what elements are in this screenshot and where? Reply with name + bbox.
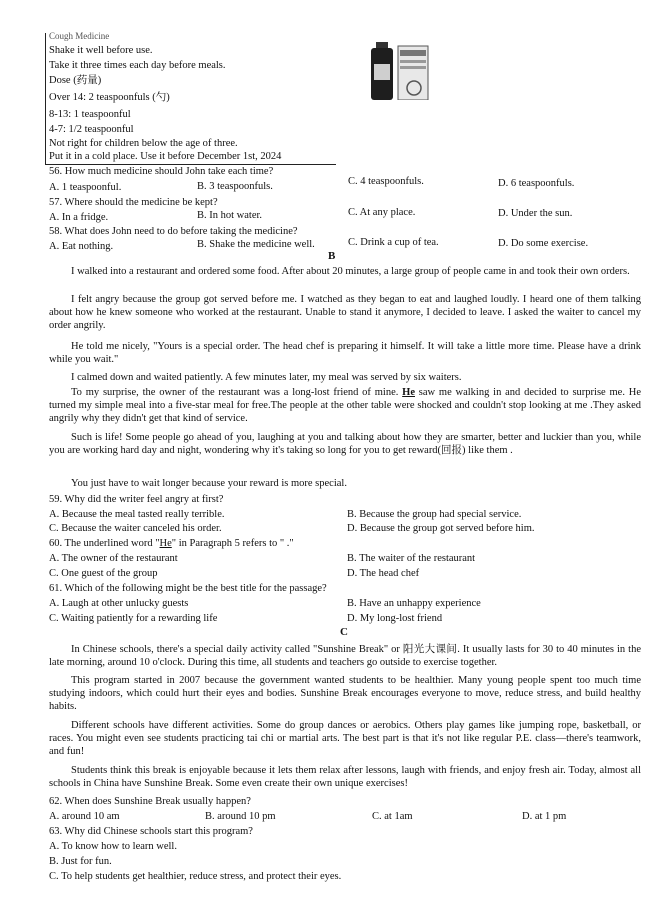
q56-option-d: D. 6 teaspoonfuls.	[498, 178, 575, 189]
q62-option-a: A. around 10 am	[49, 811, 120, 822]
medicine-bottle-image	[368, 40, 432, 100]
passage-c-paragraph-1: In Chinese schools, there's a special daily activity called "Sunshine Break" or 阳光大课间. It usually lasts for 30 to 40 minutes in the late morning, around 10 o'clock. During this time, all students and teachers go outside to exercise together.	[49, 644, 641, 668]
q56-option-c: C. 4 teaspoonfuls.	[348, 176, 424, 187]
q58-option-d: D. Do some exercise.	[498, 238, 589, 249]
q61-option-c: C. Waiting patiently for a rewarding life	[49, 613, 218, 624]
q62-option-c: C. at 1am	[372, 811, 413, 822]
question-62: 62. When does Sunshine Break usually happen?	[49, 796, 251, 807]
label-line: Take it three times each day before meals.	[49, 60, 226, 71]
p5-text-start: To my surprise, the owner of the restaurant was a long-lost friend of mine.	[71, 387, 403, 398]
label-title: Cough Medicine	[49, 31, 110, 41]
label-line: Shake it well before use.	[49, 45, 153, 56]
q58-option-c: C. Drink a cup of tea.	[348, 237, 439, 248]
question-59: 59. Why did the writer feel angry at first?	[49, 494, 224, 505]
q60-option-a: A. The owner of the restaurant	[49, 553, 178, 564]
passage-c-paragraph-3: Different schools have different activities. Some do group dances or aerobics. Others play games like jumping rope, basketball, or races. You might even see students practicing tai chi or martial arts. The best part is that it's not like regular P.E. class—there's teamwork, and fun!	[49, 720, 641, 757]
label-line: 4-7: 1/2 teaspoonful	[49, 124, 134, 135]
underlined-word-he: He	[402, 387, 415, 398]
q60-stem-start: 60. The underlined word "	[49, 538, 160, 549]
passage-b-paragraph-5	[49, 386, 641, 425]
q59-option-c: C. Because the waiter canceled his order.	[49, 523, 222, 534]
q63-option-a: A. To know how to learn well.	[49, 841, 177, 852]
q57-option-d: D. Under the sun.	[498, 208, 573, 219]
q62-option-b: B. around 10 pm	[205, 811, 276, 822]
q57-option-a: A. In a fridge.	[49, 212, 109, 223]
passage-b-paragraph-4: I calmed down and waited patiently. A few minutes later, my meal was served by six waiters.	[71, 372, 462, 383]
label-line: Over 14: 2 teaspoonfuls (勺)	[49, 92, 170, 103]
q60-stem-end: " in Paragraph 5 refers to " ."	[171, 538, 294, 549]
passage-c-paragraph-2: This program started in 2007 because the government wanted students to be healthier. Many young people spent too much time studying indoors, which could hurt their eyes and bodies. Sunshine Break encourages everyone to move, reduce stress, and build healthy habits.	[49, 675, 641, 712]
q56-option-a: A. 1 teaspoonful.	[49, 182, 122, 193]
passage-b-paragraph-6: Such is life! Some people go ahead of you, laughing at you and talking about how they are smarter, better and luckier than you, while you are working hard day and night, wondering why it's taking so long for you to get reward(回报) like them .	[49, 432, 641, 456]
question-60	[49, 537, 294, 550]
q58-option-a: A. Eat nothing.	[49, 241, 114, 252]
label-line: Put it in a cold place. Use it before December 1st, 2024	[49, 151, 282, 162]
q57-option-b: B. In hot water.	[197, 210, 263, 221]
q57-option-c: C. At any place.	[348, 207, 416, 218]
question-63: 63. Why did Chinese schools start this program?	[49, 826, 253, 837]
question-56: 56. How much medicine should John take each time?	[49, 166, 274, 177]
label-line: Dose (药量)	[49, 75, 102, 86]
q60-option-c: C. One guest of the group	[49, 568, 158, 579]
question-57: 57. Where should the medicine be kept?	[49, 197, 218, 208]
question-58: 58. What does John need to do before taking the medicine?	[49, 226, 298, 237]
passage-b-paragraph-3: He told me nicely, "Yours is a special order. The head chef is preparing it himself. It will take a little more time. Please have a drink while you wait."	[49, 341, 641, 365]
q61-option-b: B. Have an unhappy experience	[347, 598, 481, 609]
q59-option-a: A. Because the meal tasted really terrible.	[49, 509, 225, 520]
q63-option-b: B. Just for fun.	[49, 856, 112, 867]
passage-c-paragraph-4: Students think this break is enjoyable because it lets them relax after lessons, laugh with friends, and enjoy fresh air. Today, almost all schools in China have Sunshine Break. Some even create their own unique exercises!	[49, 765, 641, 789]
q60-option-d: D. The head chef	[347, 568, 420, 579]
q59-option-b: B. Because the group had special service.	[347, 509, 522, 520]
passage-b-paragraph-2: I felt angry because the group got served before me. I watched as they began to eat and laughed loudly. I heard one of them talking about how he knew someone who worked at the restaurant. Unable to stand it anymore, I decided to leave. I asked the waiter to cancel my order angrily.	[49, 294, 641, 331]
section-b-heading: B	[328, 250, 336, 262]
q61-option-d: D. My long-lost friend	[347, 613, 443, 624]
q63-option-c: C. To help students get healthier, reduce stress, and protect their eyes.	[49, 871, 342, 882]
q60-underlined-he: He	[159, 538, 172, 549]
q56-option-b: B. 3 teaspoonfuls.	[197, 181, 273, 192]
question-61: 61. Which of the following might be the best title for the passage?	[49, 583, 327, 594]
q58-option-b: B. Shake the medicine well.	[197, 239, 315, 250]
passage-b-paragraph-7: You just have to wait longer because your reward is more special.	[71, 478, 347, 489]
q60-option-b: B. The waiter of the restaurant	[347, 553, 476, 564]
label-line: 8-13: 1 teaspoonful	[49, 109, 131, 120]
passage-b-paragraph-1: I walked into a restaurant and ordered some food. After about 20 minutes, a large group of people came in and took their own orders.	[71, 266, 630, 277]
q59-option-d: D. Because the group got served before him.	[347, 523, 535, 534]
q61-option-a: A. Laugh at other unlucky guests	[49, 598, 189, 609]
section-c-heading: C	[340, 626, 348, 638]
label-line: Not right for children below the age of three.	[49, 138, 238, 149]
p5-text-end: saw me walking in and decided to surprise me. He turned my simple meal into a five-star meal for free.The people at the other table were shocked and couldn't stop looking at me .They asked angrily why they didn't get that kind of service.	[49, 387, 642, 424]
q62-option-d: D. at 1 pm	[522, 811, 567, 822]
